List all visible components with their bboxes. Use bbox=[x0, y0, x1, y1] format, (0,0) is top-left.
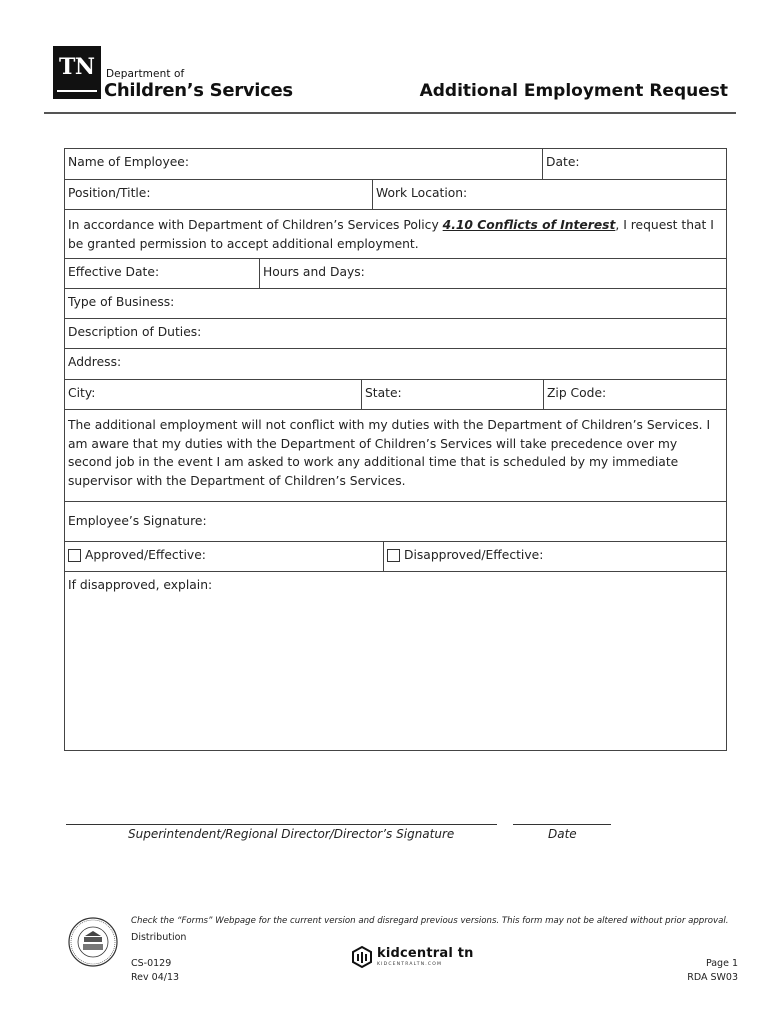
row-city-state-zip bbox=[65, 380, 726, 410]
disapproved-label: Disapproved/Effective: bbox=[404, 548, 544, 562]
policy-link[interactable]: 4.10 Conflicts of Interest bbox=[442, 218, 616, 232]
state-seal-icon bbox=[68, 917, 118, 967]
position-label: Position/Title: bbox=[68, 186, 151, 200]
employee-signature-field[interactable] bbox=[65, 502, 726, 541]
director-date-line[interactable] bbox=[513, 824, 611, 825]
explain-field[interactable] bbox=[65, 572, 726, 750]
employee-name-label: Name of Employee: bbox=[68, 155, 189, 169]
row-business-type bbox=[65, 289, 726, 319]
row-approval bbox=[65, 542, 726, 572]
row-effective-hours bbox=[65, 259, 726, 289]
position-field[interactable] bbox=[65, 180, 373, 209]
footer-rda: RDA SW03 bbox=[687, 972, 738, 983]
dept-name-line1: Department of bbox=[106, 68, 185, 80]
work-location-field[interactable] bbox=[373, 180, 726, 209]
effective-date-field[interactable] bbox=[65, 259, 260, 288]
footer-revision: Rev 04/13 bbox=[131, 972, 180, 983]
logo-abbrev: TN bbox=[59, 54, 95, 80]
duties-field[interactable] bbox=[65, 319, 726, 348]
request-form bbox=[64, 148, 727, 751]
business-type-label: Type of Business: bbox=[68, 295, 175, 309]
address-label: Address: bbox=[68, 355, 122, 369]
row-duties bbox=[65, 319, 726, 349]
work-location-label: Work Location: bbox=[376, 186, 468, 200]
date-label: Date: bbox=[546, 155, 580, 169]
director-signature-line[interactable] bbox=[66, 824, 497, 825]
footer-note: Check the “Forms” Webpage for the current version and disregard previous versions. This form may not be altered without prior approval. bbox=[131, 916, 729, 926]
employee-name-field[interactable] bbox=[65, 149, 543, 179]
state-label: State: bbox=[365, 386, 402, 400]
tn-logo bbox=[53, 46, 101, 99]
director-date-label: Date bbox=[548, 827, 577, 841]
date-field[interactable] bbox=[543, 149, 726, 179]
effective-date-label: Effective Date: bbox=[68, 265, 160, 279]
disapproved-option[interactable] bbox=[384, 542, 726, 571]
row-explain bbox=[65, 572, 726, 750]
policy-statement bbox=[65, 210, 726, 258]
header-divider bbox=[44, 112, 736, 114]
explain-label: If disapproved, explain: bbox=[68, 578, 213, 592]
business-type-field[interactable] bbox=[65, 289, 726, 318]
footer-distribution: Distribution bbox=[131, 932, 187, 943]
disapproved-checkbox[interactable] bbox=[387, 549, 400, 562]
dept-name-line2: Children’s Services bbox=[104, 80, 293, 101]
hours-days-field[interactable] bbox=[260, 259, 726, 288]
employee-signature-label: Employee’s Signature: bbox=[68, 514, 207, 528]
approved-checkbox[interactable] bbox=[68, 549, 81, 562]
policy-text-before: In accordance with Department of Children’s Services Policy bbox=[68, 218, 443, 232]
duties-label: Description of Duties: bbox=[68, 325, 202, 339]
kidcentral-wordmark: kidcentral tn bbox=[377, 946, 474, 961]
row-position-location bbox=[65, 180, 726, 210]
footer-form-code: CS-0129 bbox=[131, 958, 172, 969]
row-address bbox=[65, 349, 726, 380]
logo-bar bbox=[57, 90, 97, 92]
approved-label: Approved/Effective: bbox=[85, 548, 206, 562]
row-name-date bbox=[65, 149, 726, 180]
approved-option[interactable] bbox=[65, 542, 384, 571]
row-signature bbox=[65, 502, 726, 542]
footer-page-number: Page 1 bbox=[705, 958, 738, 969]
form-title: Additional Employment Request bbox=[419, 81, 728, 101]
city-label: City: bbox=[68, 386, 96, 400]
row-statement bbox=[65, 410, 726, 502]
hours-days-label: Hours and Days: bbox=[263, 265, 365, 279]
director-signature-label: Superintendent/Regional Director/Director’s Signature bbox=[128, 827, 455, 841]
city-field[interactable] bbox=[65, 380, 362, 409]
employment-statement: The additional employment will not conflict with my duties with the Department of Children’s Services. I am aware that my duties with the Department of Children’s Services will take precedence over my second job in the event I am asked to work any additional time that is scheduled by my immediate supervisor with the Department of Children’s Services. bbox=[68, 418, 711, 488]
zip-label: Zip Code: bbox=[547, 386, 607, 400]
address-field[interactable] bbox=[65, 349, 726, 379]
state-field[interactable] bbox=[362, 380, 544, 409]
row-policy bbox=[65, 210, 726, 259]
policy-text-after: , I request that I be granted permission to accept additional employment. bbox=[68, 218, 714, 251]
zip-field[interactable] bbox=[544, 380, 726, 409]
kidcentral-logo-icon bbox=[350, 945, 374, 969]
kidcentral-url: KIDCENTRALTN.COM bbox=[377, 962, 443, 967]
